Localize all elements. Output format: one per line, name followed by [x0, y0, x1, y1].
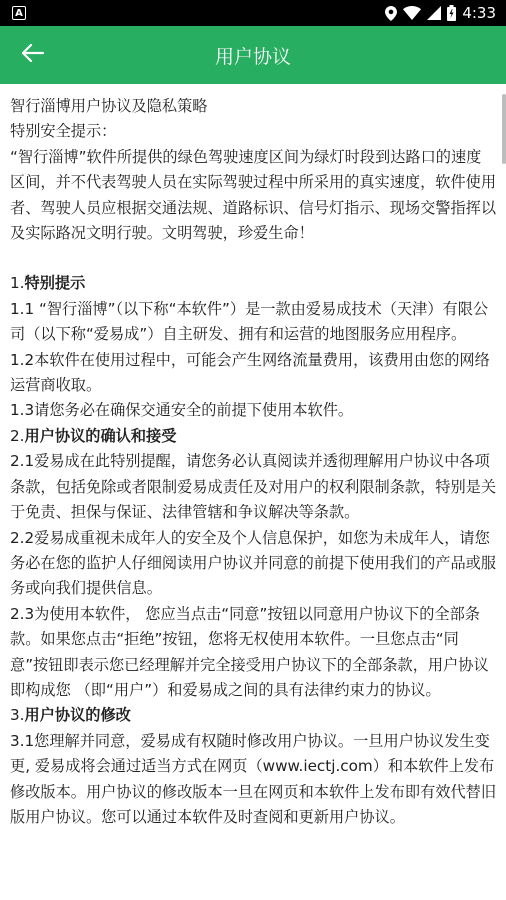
section-1-number: 1.: [10, 274, 25, 293]
spacer: [10, 246, 496, 271]
cell-signal-icon: [427, 6, 441, 20]
section-3-number: 3.: [10, 706, 25, 725]
section-2-title: [10, 424, 496, 449]
section-2-number: 2.: [10, 426, 25, 445]
paragraph-3-1: 3.1您理解并同意，爱易成有权随时修改用户协议。一旦用户协议发生变更, 爱易成将会通过适当方式在网页（www.iectj.com）和本软件上发布修改版本。用户协议的修改版本一旦在网页和本软件上发布即有效代替旧版用户协议。您可以通过本软件及时查阅和更新用户协议。: [10, 731, 496, 826]
wifi-icon: [403, 6, 421, 20]
section-3-title-text: 用户协议的修改: [24, 706, 131, 725]
section-3-title: [10, 703, 496, 728]
paragraph-1-1: 1.1 “智行淄博”（以下称“本软件”）是一款由爱易成技术（天津）有限公司（以下称“爱易成”）自主研发、拥有和运营的地图服务应用程序。: [10, 299, 489, 344]
paragraph-1-3: 1.3请您务必在确保交通安全的前提下使用本软件。: [10, 401, 354, 420]
paragraph-1-2: 1.2本软件在使用过程中，可能会产生网络流量费用，该费用由您的网络运营商收取。: [10, 350, 490, 395]
notification-icon: A: [12, 6, 26, 20]
location-icon: [385, 6, 397, 21]
paragraph-2-1: 2.1爱易成在此特别提醒，请您务必认真阅读并透彻理解用户协议中各项条款，包括免除或者限制爱易成责任及对用户的权利限制条款，特别是关于免责、担保与保证、法律管辖和争议解决等条款。: [10, 452, 496, 522]
status-left: [12, 6, 26, 20]
paragraph-2-2: 2.2爱易成重视未成年人的安全及个人信息保护，如您为未成年人，请您务必在您的监护人仔细阅读用户协议并同意的前提下使用我们的产品或服务或向我们提供信息。: [10, 528, 496, 598]
status-right: [385, 4, 496, 22]
scrollbar[interactable]: [502, 94, 506, 164]
paragraph-2-3: 2.3为使用本软件， 您应当点击“同意”按钮以同意用户协议下的全部条款。如果您点击“拒绝”按钮，您将无权使用本软件。一旦您点击“同意”按钮即表示您已经理解并完全接受用户协议下的全部条款，用户协议即构成您 （即“用户”）和爱易成之间的具有法律约束力的协议。: [10, 604, 489, 699]
agreement-content[interactable]: [0, 84, 506, 900]
page-title: 用户协议: [214, 45, 291, 68]
battery-icon: [447, 5, 456, 21]
section-1-title-text: 特别提示: [24, 274, 86, 293]
back-button[interactable]: [18, 40, 48, 70]
status-bar: [0, 0, 506, 26]
safety-title: 特别安全提示：: [10, 122, 117, 141]
clock: 4:33: [462, 4, 496, 22]
app-bar: [0, 26, 506, 84]
section-1-title: [10, 271, 496, 296]
agreement-heading: 智行淄博用户协议及隐私策略: [10, 97, 208, 115]
section-2-title-text: 用户协议的确认和接受: [24, 426, 177, 445]
arrow-left-icon: [22, 44, 44, 66]
safety-text: “智行淄博”软件所提供的绿色驾驶速度区间为绿灯时段到达路口的速度区间，并不代表驾驶人员在实际驾驶过程中所采用的真实速度，软件使用者、驾驶人员应根据交通法规、道路标识、信号灯指示、现场交警指挥以及实际路况文明行驶。文明驾驶，珍爱生命！: [10, 147, 496, 243]
